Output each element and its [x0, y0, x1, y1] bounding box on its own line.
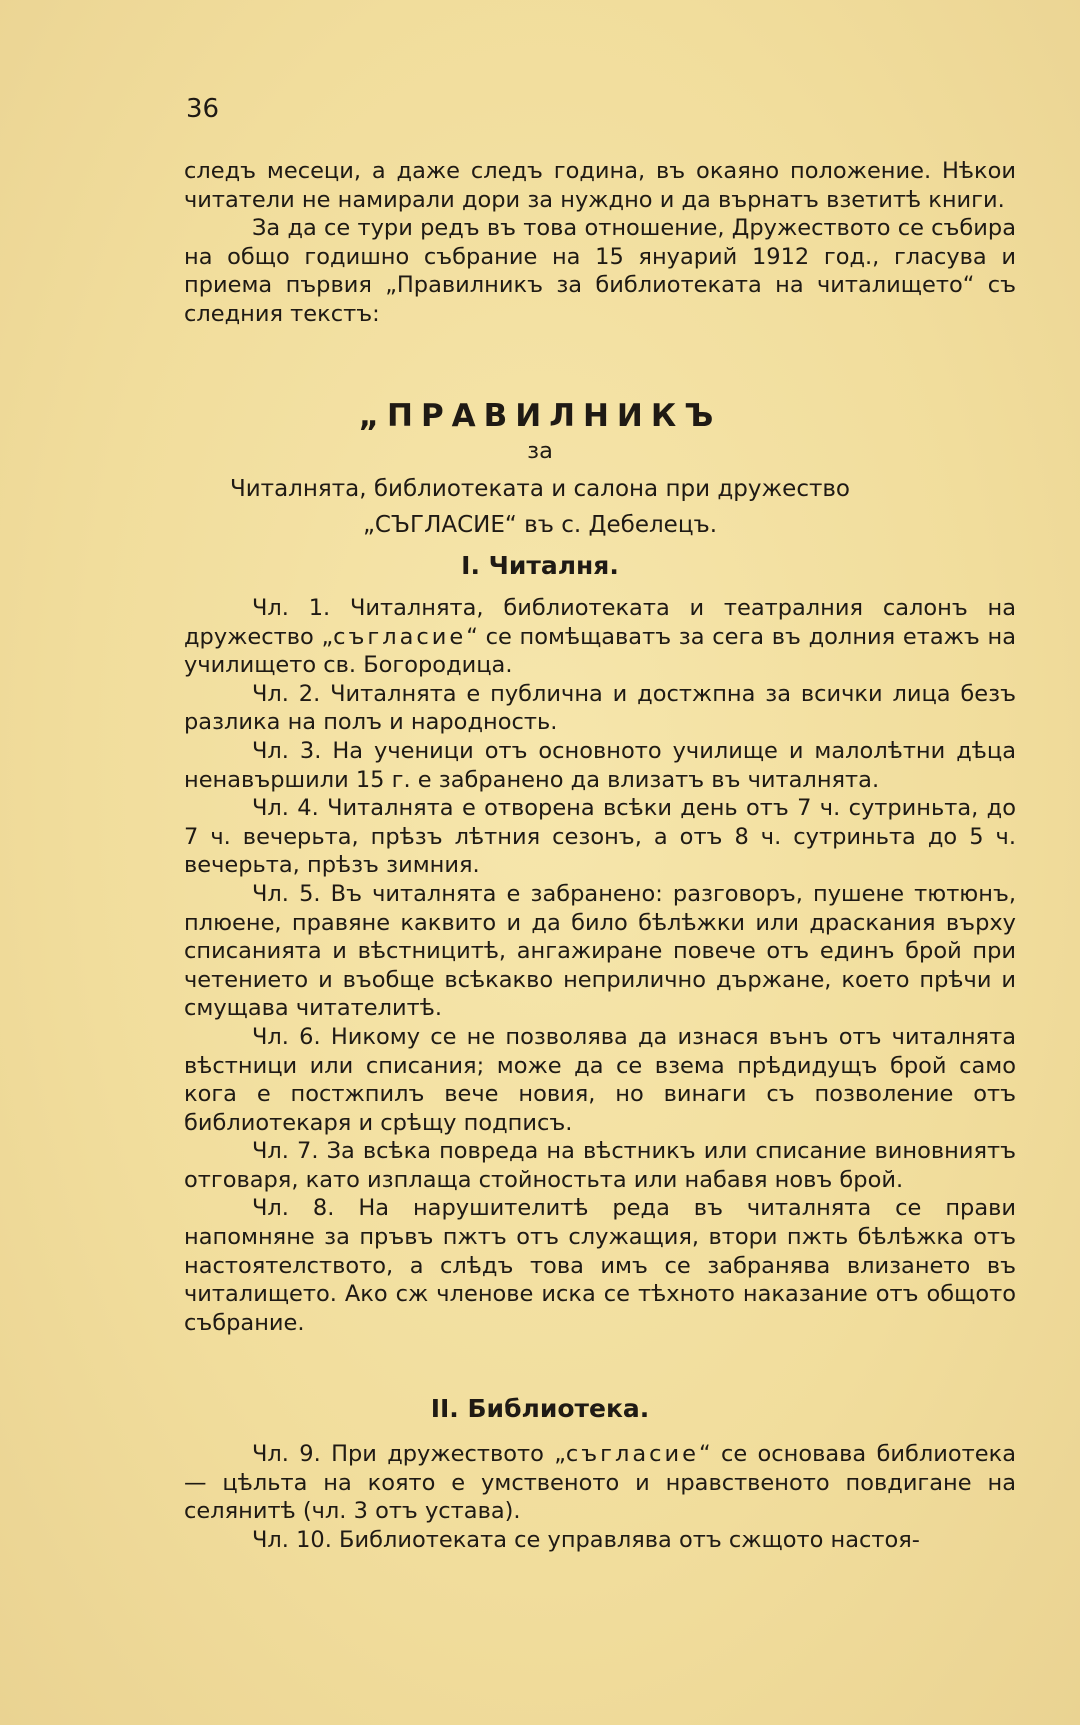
article-label: Чл. 3. [252, 737, 322, 764]
society-name: съгласие [333, 623, 467, 650]
intro-text [184, 157, 1016, 329]
rules-subtitle-line-1: Читалнята, библиотеката и салона при дружество [229, 476, 851, 502]
article: Чл. 4. Читалнята е отворена всѣки день отъ 7 ч. сутриньта, до 7 ч. вечерьта, прѣзъ лѣтния сезонъ, а отъ 8 ч. сутриньта до 5 ч. вечерьта, прѣзъ зимния. [184, 795, 1016, 879]
section1-articles [184, 594, 1016, 1337]
section-heading-reading-room: I. Читалня. [461, 551, 619, 580]
rules-subtitle-line-2: „СЪГЛАСИЕ“ въ с. Дебелецъ. [362, 512, 718, 538]
rules-subtitle [0, 471, 1080, 543]
section2-articles [184, 1440, 1016, 1554]
section-heading-library: II. Библиотека. [430, 1394, 650, 1423]
article-label: Чл. 9. [252, 1441, 321, 1467]
article-label: Чл. 1. [252, 595, 331, 621]
article-label: Чл. 6. [252, 1023, 321, 1050]
article: Чл. 9. При дружеството „съгласие“ се основава библиотека — цѣльта на която е умственото и нравственото повдигане на селянитѣ (чл. 3 отъ устава). [184, 1441, 1016, 1525]
article-label: Чл. 4. [252, 795, 319, 822]
article-label: Чл. 7. [252, 1138, 319, 1165]
article: Чл. 5. Въ читалнята е забранено: разговоръ, пушене тютюнъ, плюене, правяне каквито и да било бѣлѣжки или драскания върху списанията и вѣстницитѣ, ангажиране повече отъ единъ брой при четението и въобще всѣкакво неприлично държане, което прѣчи и смущава читателитѣ. [184, 880, 1016, 1022]
continuation-paragraph: следъ месеци, а даже следъ година, въ окаяно положение. Нѣкои читатели не намирали дори за нуждно и да върнатъ взетитѣ книги. [184, 158, 1016, 213]
rules-title-for: за [527, 438, 553, 464]
article: Чл. 3. На ученици отъ основното училище и малолѣтни дѣца ненавършили 15 г. е забранено да влизатъ въ читалнята. [184, 737, 1016, 793]
article: Чл. 1. Читалнята, библиотеката и театралния салонъ на дружество „съгласие“ се помѣщаватъ за сега въ долния етажъ на училището св. Богородица. [184, 595, 1017, 679]
article-label: Чл. 8. [252, 1195, 335, 1222]
article: Чл. 10. Библиотеката се управлява отъ сжщото настоя- [252, 1526, 920, 1553]
article-label: Чл. 2. [252, 680, 321, 707]
article: Чл. 8. На нарушителитѣ реда въ читалнята се прави напомняне за пръвъ пжтъ отъ служащия, втори пжть бѣлѣжка отъ настоятелството, а слѣдъ това имъ се забранява влизането въ читалището. Ако сж членове иска се тѣхното наказание отъ общото събрание. [184, 1195, 1017, 1336]
article: Чл. 2. Читалнята е публична и достжпна за всички лица безъ разлика на полъ и народность. [184, 680, 1016, 736]
page-number: 36 [186, 94, 220, 124]
article: Чл. 6. Никому се не позволява да изнася вънъ отъ читалнята вѣстници или списания; може да се взема прѣдидущъ брой само кога е постжпилъ вече новия, но винаги съ позволение отъ библиотекаря и срѣщу подписъ. [184, 1023, 1016, 1136]
meeting-paragraph: За да се тури редъ въ това отношение, Дружеството се събира на общо годишно събрание на 15 януарий 1912 год., гласува и приема първия „Правилникъ за библиотеката на читалището“ съ следния текстъ: [184, 215, 1016, 327]
article: Чл. 7. За всѣка повреда на вѣстникъ или списание виновниятъ отговаря, като изплаща стойностьта или набавя новъ брой. [184, 1138, 1016, 1193]
society-name: съгласие [565, 1441, 699, 1467]
rules-title: „ПРАВИЛНИКЪ [358, 398, 722, 434]
article-label: Чл. 5. [252, 880, 321, 907]
article-label: Чл. 10. [252, 1526, 332, 1553]
